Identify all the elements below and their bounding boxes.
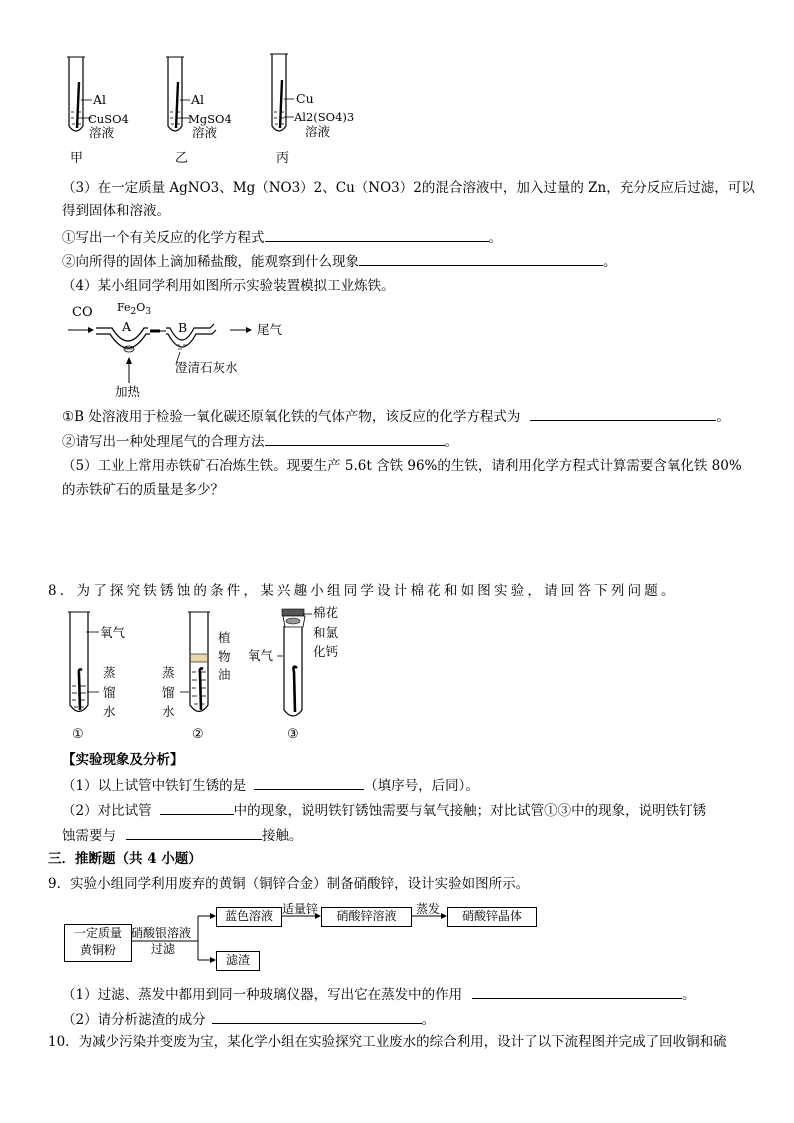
section-3-heading: 三．推断题（共 4 小题） bbox=[48, 851, 202, 867]
tube1-caption: ① bbox=[72, 727, 84, 742]
q5-line1: （5）工业上常用赤铁矿石冶炼生铁。现要生产 5.6t 含铁 96%的生铁，请利用化学方程式计算需要含氧化铁 80% bbox=[62, 458, 742, 474]
q5-line2: 的赤铁矿石的质量是多少？ bbox=[62, 482, 224, 498]
tube-c-caption: 丙 bbox=[276, 151, 290, 166]
tube2-oil-2: 物 bbox=[218, 649, 231, 664]
tube-c-solution: Al2(SO4)3 bbox=[294, 110, 355, 124]
flow-arrow1-bottom: 过滤 bbox=[151, 942, 176, 956]
tube1-water-1: 蒸 bbox=[103, 665, 116, 680]
q3-sub2-end: 。 bbox=[603, 254, 617, 270]
q8-heading: 【实验现象及分析】 bbox=[62, 752, 184, 768]
tube-a-metal: Al bbox=[93, 92, 107, 107]
flow-blue-solution-box: 蓝色溶液 bbox=[216, 907, 282, 927]
tube2-caption: ② bbox=[192, 727, 204, 742]
q9-stem: 9．实验小组同学利用废弃的黄铜（铜锌合金）制备硝酸锌，设计实验如图所示。 bbox=[48, 876, 530, 892]
flow-start-line2: 黄铜粉 bbox=[79, 943, 116, 957]
tube-a-solution: CuSO4 bbox=[88, 112, 129, 126]
tube1-water-2: 馏 bbox=[103, 685, 116, 700]
q9-sub1-answer-blank[interactable] bbox=[472, 984, 682, 999]
tube-a-solution-word: 溶液 bbox=[89, 125, 115, 140]
q8-sub2-text-c: 蚀需要与 bbox=[62, 828, 116, 844]
label-a: A bbox=[122, 319, 132, 334]
tube3-cotton-2: 和氯 bbox=[313, 625, 339, 640]
tube-a-caption: 甲 bbox=[70, 151, 84, 166]
tube3-caption: ③ bbox=[287, 727, 299, 742]
q4-sub1-text: ①B 处溶液用于检验一氧化碳还原氧化铁的气体产物，该反应的化学方程式为 bbox=[62, 409, 521, 425]
q8-stem: 8．为了探究铁锈蚀的条件，某兴趣小组同学设计棉花和如图实验，请回答下列问题。 bbox=[48, 583, 678, 599]
q8-sub2-text-d: 接触。 bbox=[262, 828, 303, 844]
flow-zn-nitrate-solution-box: 硝酸锌溶液 bbox=[321, 907, 412, 927]
q9-sub1-end: 。 bbox=[682, 987, 696, 1003]
flow-zn-nitrate-crystal-box: 硝酸锌晶体 bbox=[447, 907, 537, 927]
tube1-water-3: 水 bbox=[103, 704, 116, 719]
tube2-water-3: 水 bbox=[162, 704, 175, 719]
q4-sub2-end: 。 bbox=[444, 434, 458, 450]
flow-zn-label: 适量锌 bbox=[282, 902, 319, 916]
q3-line1: （3）在一定质量 AgNO3、Mg（NO3）2、Cu（NO3）2的混合溶液中，加入过量的 Zn，充分反应后过滤，可以 bbox=[62, 180, 755, 196]
tube2-oil-1: 植 bbox=[218, 630, 231, 645]
q4-sub1-end: 。 bbox=[716, 409, 730, 425]
tube-c-solution-word: 溶液 bbox=[305, 124, 331, 139]
q3-sub1-text: ①写出一个有关反应的化学方程式 bbox=[62, 230, 265, 246]
tube1-oxygen-label: 氧气 bbox=[100, 625, 126, 640]
heat-label: 加热 bbox=[115, 384, 141, 399]
tube3-cotton-3: 化钙 bbox=[313, 644, 339, 659]
q9-sub1 bbox=[62, 984, 696, 1005]
q4-text: （4）某小组同学利用如图所示实验装置模拟工业炼铁。 bbox=[62, 278, 395, 294]
q9-sub1-text: （1）过滤、蒸发中都用到同一种玻璃仪器，写出它在蒸发中的作用 bbox=[62, 987, 463, 1003]
q4-sub2-text: ②请写出一种处理尾气的合理方法 bbox=[62, 434, 265, 450]
q8-sub2-text-b: 中的现象，说明铁钉锈蚀需要与氧气接触；对比试管①③中的现象，说明铁钉锈 bbox=[233, 803, 707, 819]
fe2o3-label: $Fe_2O_3$ bbox=[117, 301, 152, 317]
exhaust-label: 尾气 bbox=[257, 322, 283, 337]
q3-line2: 得到固体和溶液。 bbox=[62, 203, 170, 219]
q3-sub1-end: 。 bbox=[488, 230, 502, 246]
label-b: B bbox=[178, 320, 188, 335]
limewater-label: 澄清石灰水 bbox=[175, 360, 238, 375]
flow-arrow1-top: 硝酸银溶液 bbox=[131, 926, 192, 940]
flow-residue-box: 滤渣 bbox=[216, 951, 260, 971]
tube3-cotton-1: 棉花 bbox=[313, 605, 339, 620]
tube2-oil-3: 油 bbox=[218, 667, 231, 682]
flow-start-line1: 一定质量 bbox=[73, 926, 122, 940]
q9-sub2-answer-blank[interactable] bbox=[212, 1009, 422, 1024]
q8-sub1-text-end: （填序号，后同）。 bbox=[364, 778, 479, 794]
tube-b-solution-word: 溶液 bbox=[192, 125, 218, 140]
flow-evap-label: 蒸发 bbox=[416, 902, 441, 916]
tube2-water-1: 蒸 bbox=[162, 665, 175, 680]
tube-b-caption: 乙 bbox=[175, 151, 189, 166]
q9-sub2-text: （2）请分析滤渣的成分 bbox=[62, 1012, 206, 1028]
q8-sub1-text: （1）以上试管中铁钉生锈的是 bbox=[62, 778, 247, 794]
q9-sub2-end: 。 bbox=[421, 1012, 436, 1028]
tube-c-metal: Cu bbox=[296, 91, 314, 106]
q9-sub2 bbox=[62, 1009, 435, 1030]
tube-b-metal: Al bbox=[191, 92, 205, 107]
tube2-water-2: 馏 bbox=[162, 685, 175, 700]
q10-stem: 10．为减少污染并变废为宝，某化学小组在实验探究工业废水的综合利用，设计了以下流程图并完成了回收铜和硫 bbox=[48, 1034, 727, 1050]
tube3-oxygen-label: 氧气 bbox=[248, 648, 274, 663]
tube-b-solution: MgSO4 bbox=[188, 112, 232, 126]
co-label: CO bbox=[72, 305, 93, 320]
q3-sub2-text: ②向所得的固体上滴加稀盐酸，能观察到什么现象 bbox=[62, 254, 359, 270]
q8-sub2-text-a: （2）对比试管 bbox=[62, 803, 152, 819]
